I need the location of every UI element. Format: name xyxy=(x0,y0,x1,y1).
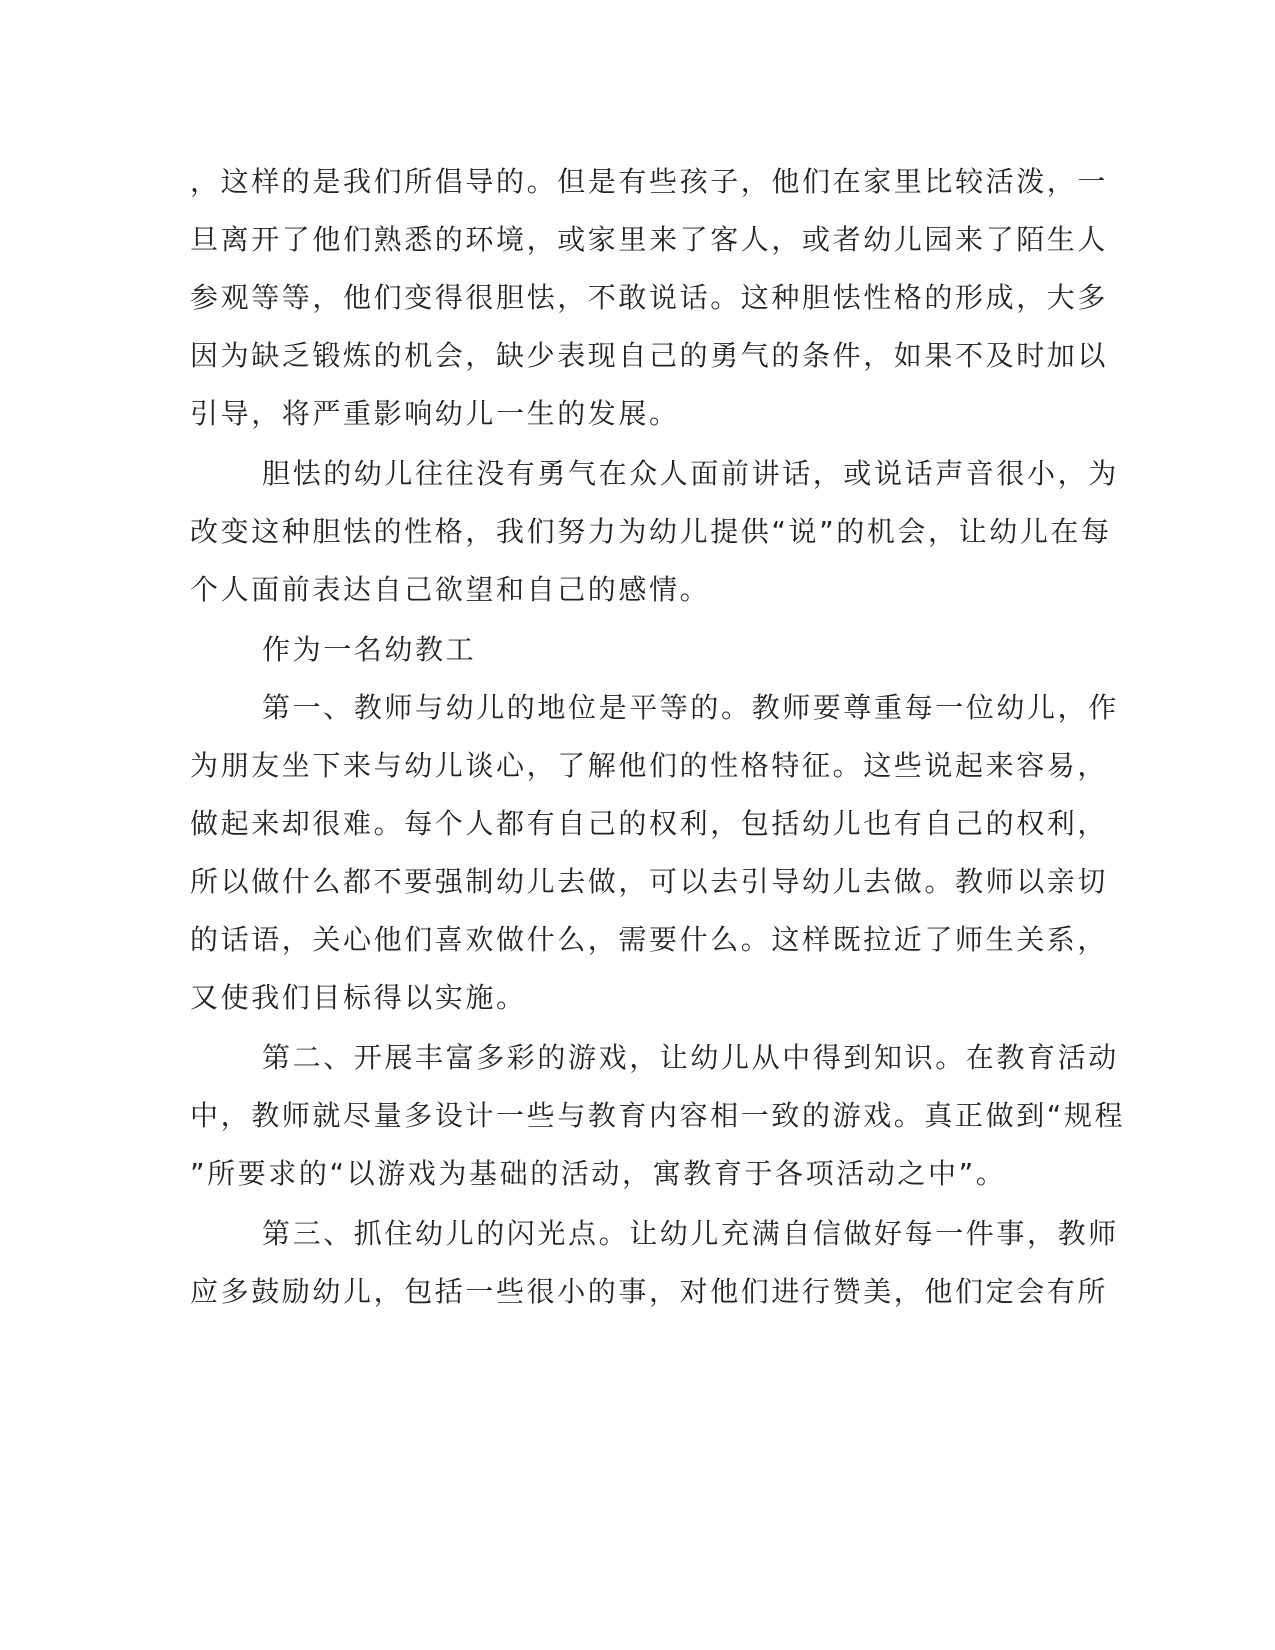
paragraph-start-line: 作为一名幼教工 xyxy=(262,633,477,666)
text-line: 因为缺乏锻炼的机会，缺少表现自己的勇气的条件，如果不及时加以 xyxy=(190,339,1109,372)
text-line: 为朋友坐下来与幼儿谈心，了解他们的性格特征。这些说起来容易， xyxy=(190,749,1109,782)
paragraph-start-line: 第三、抓住幼儿的闪光点。让幼儿充满自信做好每一件事，教师 xyxy=(262,1217,1119,1250)
text-line: 应多鼓励幼儿，包括一些很小的事，对他们进行赞美，他们定会有所 xyxy=(190,1275,1109,1308)
text-line: 个人面前表达自己欲望和自己的感情。 xyxy=(190,573,711,606)
text-line: 中，教师就尽量多设计一些与教育内容相一致的游戏。真正做到“规程 xyxy=(190,1099,1126,1132)
text-line: 又使我们目标得以实施。 xyxy=(190,981,527,1014)
paragraph-start-line: 胆怯的幼儿往往没有勇气在众人面前讲话，或说话声音很小，为 xyxy=(262,457,1119,490)
paragraph-start-line: 第二、开展丰富多彩的游戏，让幼儿从中得到知识。在教育活动 xyxy=(262,1041,1119,1074)
text-line: 引导，将严重影响幼儿一生的发展。 xyxy=(190,397,680,430)
text-line: 参观等等，他们变得很胆怯，不敢说话。这种胆怯性格的形成，大多 xyxy=(190,281,1109,314)
text-line: 所以做什么都不要强制幼儿去做，可以去引导幼儿去做。教师以亲切 xyxy=(190,865,1109,898)
text-line: ，这样的是我们所倡导的。但是有些孩子，他们在家里比较活泼，一 xyxy=(190,165,1109,198)
text-line: 做起来却很难。每个人都有自己的权利，包括幼儿也有自己的权利， xyxy=(190,807,1109,840)
text-line: ”所要求的“以游戏为基础的活动，寓教育于各项活动之中”。 xyxy=(190,1157,1007,1190)
text-line: 旦离开了他们熟悉的环境，或家里来了客人，或者幼儿园来了陌生人 xyxy=(190,223,1109,256)
text-line: 改变这种胆怯的性格，我们努力为幼儿提供“说”的机会，让幼儿在每 xyxy=(190,515,1112,548)
text-line: 的话语，关心他们喜欢做什么，需要什么。这样既拉近了师生关系， xyxy=(190,923,1109,956)
paragraph-start-line: 第一、教师与幼儿的地位是平等的。教师要尊重每一位幼儿，作 xyxy=(262,691,1119,724)
